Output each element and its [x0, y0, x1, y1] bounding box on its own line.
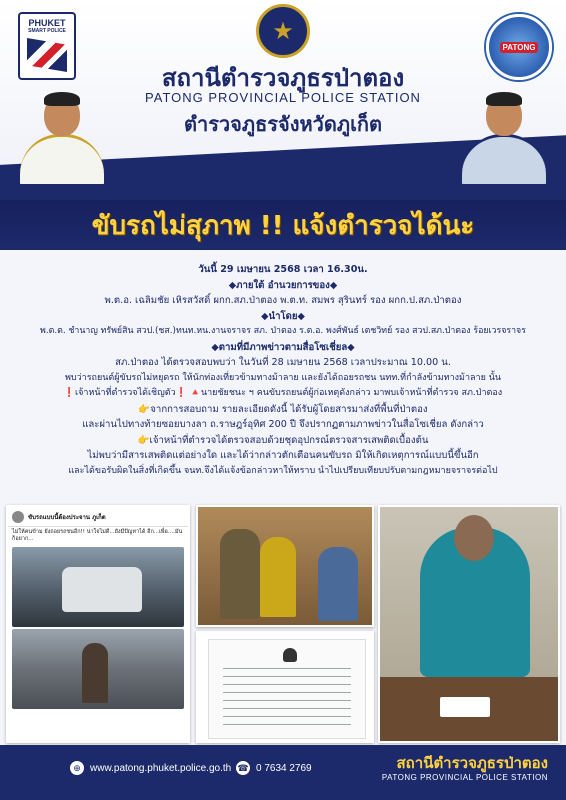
- qr-pattern: [212, 154, 252, 176]
- text-line: ไม่พบว่ามีสารเสพติดแต่อย่างใด และได้ว่ากล่าวตักเตือนคนขับรถ มิให้เกิดเหตุการณ์แบบนี้ขึ้นอีก: [87, 450, 479, 461]
- officer-portrait-right: [456, 88, 552, 184]
- station-title-en: PATONG PROVINCIAL POLICE STATION: [145, 90, 421, 105]
- text-line: และผ่านไปทางท้ายซอยบางลา ถ.ราษฎร์อุทิศ 200 ปี จึงปรากฏตามภาพข่าวในสื่อโซเชี่ยล ดังกล่าว: [82, 419, 484, 430]
- headline: ขับรถไม่สุภาพ !! แจ้งตำรวจได้นะ: [91, 210, 475, 241]
- globe-icon: ⊕: [70, 761, 84, 775]
- text-line: วันนี้ 29 เมษายน 2568 เวลา 16.30น.: [198, 264, 368, 275]
- text-line: 👉จากการสอบถาม รายละเอียดดังนี้ ได้รับผู้โดยสารมาส่งที่พื้นที่ป่าตอง: [138, 403, 428, 415]
- photo-drug-test: [378, 505, 560, 743]
- province-title: ตำรวจภูธรจังหวัดภูเก็ต: [183, 112, 383, 136]
- text-line: ◆นำโดย◆: [261, 310, 305, 322]
- garuda-emblem-icon: [283, 648, 297, 662]
- text-line: และได้ขอรับผิดในสิ่งที่เกิดขึ้น จนท.จึงได้แจ้งข้อกล่าวหาให้ทราบ นำไปเปรียบเทียบปรับตามกฎหมายจราจรต่อไป: [68, 465, 498, 476]
- phone-number[interactable]: 0 7634 2769: [256, 762, 312, 774]
- fb-photo-van: [12, 547, 184, 627]
- website-contact[interactable]: [70, 761, 231, 775]
- phone-icon: ☎: [236, 761, 250, 775]
- footer-station-th: สถานีตำรวจภูธรป่าตอง: [396, 754, 548, 772]
- station-title-th: สถานีตำรวจภูธรป่าตอง: [161, 64, 405, 92]
- fb-page-name: ขับรถแบบนี้ต้องประจาน ภูเก็ต: [28, 513, 106, 521]
- logo-mark: [27, 38, 67, 72]
- footer-station-en: PATONG PROVINCIAL POLICE STATION: [381, 773, 548, 782]
- police-badge: [256, 4, 310, 58]
- text-line: ◆ภายใต้ อำนวยการของ◆: [228, 279, 338, 291]
- header: [0, 0, 566, 200]
- headline-bar: [0, 200, 566, 250]
- fb-caption: ไม่ให้คนข้าม ยังถอยรถชนอีก!! น่าใจไม่ดี...ยังมีปัญหาได้ อีก...เพื่อ....มันก็อยาก...: [12, 529, 183, 542]
- avatar: [12, 511, 24, 523]
- website-link[interactable]: www.patong.phuket.police.go.th: [90, 762, 232, 774]
- photo-collage: [6, 505, 560, 745]
- phone-contact[interactable]: [236, 761, 312, 775]
- text-line: ❗เจ้าหน้าที่ตำรวจได้เชิญตัว❗ 🔺นายชัยชนะ ฯ คนขับรถยนต์ผู้ก่อเหตุดังกล่าว มาพบเจ้าหน้าที่ตำรวจ สภ.ป่าตอง: [63, 388, 503, 398]
- patong-police-badge: PATONG: [486, 14, 552, 80]
- text-line: พ.ต.อ. เฉลิมชัย เหิรสวัสดิ์ ผกก.สภ.ป่าตอง พ.ต.ท. สมพร สุรินทร์ รอง ผกก.ป.สภ.ป่าตอง: [104, 295, 462, 306]
- announcement-text: [0, 262, 566, 502]
- text-line: พ.ต.ต. ชำนาญ ทรัพย์สิน สวป.(ชส.)ทนท.หน.งานจราจร สภ. ป่าตอง ร.ต.อ. พงศ์พันธ์ เตชวิทย์ รอง สวป.สภ.ป่าตอง ร้อยเวรจราจร: [40, 326, 526, 336]
- star-icon: ★: [272, 17, 294, 45]
- fb-photo-pedestrian: [12, 629, 184, 709]
- facebook-post-screenshot: [6, 505, 190, 743]
- officer-portrait-left: [14, 88, 110, 184]
- department-label: งานจราจร สภ.ป่าตอง: [260, 155, 364, 168]
- photo-police-station: [196, 505, 374, 627]
- fb-post-header: [8, 507, 188, 527]
- text-line: ◆ตามที่มีภาพข่าวตามสื่อโซเชี่ยล◆: [211, 341, 355, 353]
- footer: [0, 745, 566, 800]
- phuket-smart-police-logo: PHUKET SMART POLICE: [18, 12, 76, 80]
- photo-document: [196, 631, 374, 743]
- text-line: สภ.ป่าตอง ได้ตรวจสอบพบว่า ในวันที่ 28 เมษายน 2568 เวลาประมาณ 10.00 น.: [115, 357, 451, 368]
- text-line: พบว่ารถยนต์ผู้ขับรถไม่หยุดรถ ให้นักท่องเที่ยวข้ามทางม้าลาย และยังได้ถอยรถชน นทท.ที่กำลังข้ามทางม้าลาย นั้น: [64, 372, 502, 383]
- text-line: 👉เจ้าหน้าที่ตำรวจได้ตรวจสอบด้วยชุดอุปกรณ์ตรวจสารเสพติดเบื้องต้น: [137, 434, 429, 446]
